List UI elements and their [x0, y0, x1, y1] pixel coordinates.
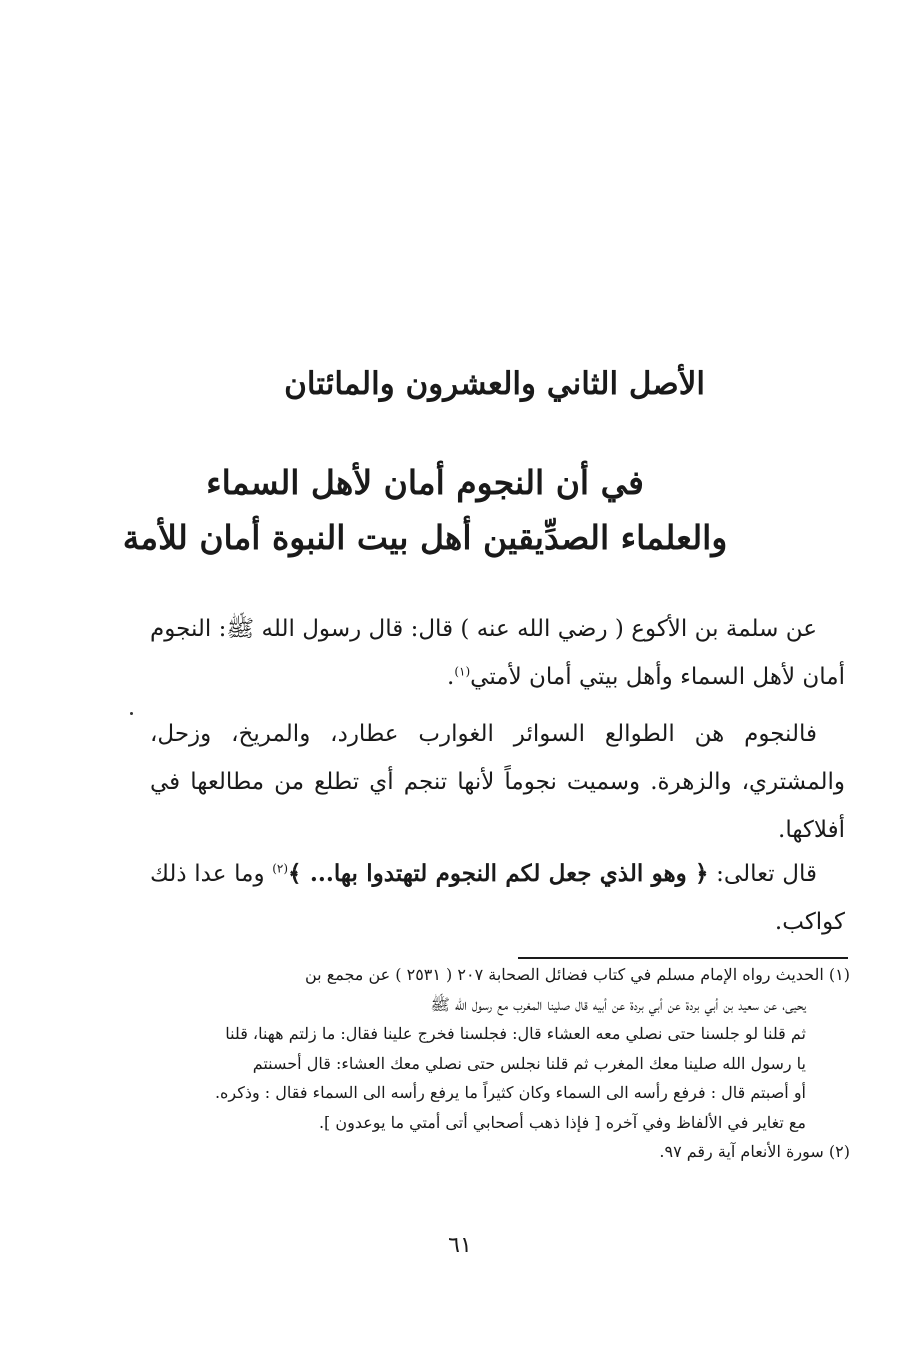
footnote-line: (١) الحديث رواه الإمام مسلم في كتاب فضائل الصحابة ٢٠٧ ( ٢٥٣١ ) عن مجمع بن	[304, 965, 850, 984]
footnote-line: يحيى، عن سعيد بن أبي بردة عن أبي بردة عن أبيه قال صلينا المغرب مع رسول الله ﷺ	[430, 994, 806, 1014]
verse-tail: وما عدا ذلك كواكب.	[150, 861, 845, 935]
subheading-line-1: في أن النجوم أمان لأهل السماء	[206, 463, 644, 502]
chapter-subheading	[120, 455, 730, 565]
footnotes	[150, 960, 850, 1167]
explanation-text: فالنجوم هن الطوالع السوائر الغوارب عطارد، والمريخ، وزحل، والمشتري، والزهرة. وسميت نجوماً لأنها تنجم أي تطلع من مطالعها في أفلاكها.	[150, 721, 845, 843]
quran-verse: ﴿ وهو الذي جعل لكم النجوم لتهتدوا بها... ﴾	[288, 860, 709, 887]
footnote-line: أو أصبتم قال : فرفع رأسه الى السماء وكان كثيراً ما يرفع رأسه الى السماء فقال : وذكره.	[214, 1083, 806, 1102]
subheading-line-2: والعلماء الصدِّيقين أهل بيت النبوة أمان للأمة	[122, 518, 728, 557]
page-number: ٦١	[448, 1233, 472, 1258]
hadith-text: عن سلمة بن الأكوع ( رضي الله عنه ) قال: قال رسول الله ﷺ: النجوم أمان لأهل السماء وأهل بيتي أمان لأمتي	[150, 616, 845, 690]
footnote-ref-2: (٢)	[272, 861, 289, 876]
hadith-end: .	[447, 664, 455, 690]
hadith-paragraph	[150, 605, 845, 701]
verse-paragraph	[150, 850, 845, 946]
explanation-paragraph	[150, 710, 845, 854]
footnote-line: ثم قلنا لو جلسنا حتى نصلي معه العشاء قال: فجلسنا فخرج علينا فقال: ما زلتم ههنا، قلنا	[225, 1024, 806, 1043]
verse-lead: قال تعالى:	[708, 861, 817, 887]
chapter-heading: الأصل الثاني والعشرون والمائتان	[284, 366, 705, 402]
footnote-line: يا رسول الله صلينا معك المغرب ثم قلنا نجلس حتى نصلي معك العشاء: قال أحسنتم	[252, 1053, 806, 1073]
footnote-line: (٢) سورة الأنعام آية رقم ٩٧.	[659, 1142, 850, 1161]
footnote-ref-1: (١)	[454, 664, 471, 679]
footnote-line: مع تغاير في الألفاظ وفي آخره [ فإذا ذهب أصحابي أتى أمتي ما يوعدون ].	[318, 1112, 806, 1132]
footnote-divider	[518, 957, 848, 959]
scan-speck	[130, 712, 133, 715]
